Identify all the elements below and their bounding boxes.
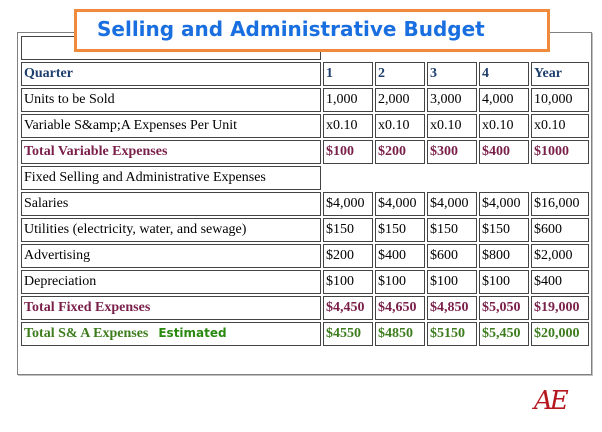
header-row [21,62,589,86]
table-cell: $4850 [375,322,425,346]
table-row-total-fixed [21,296,589,320]
table-cell: $150 [375,218,425,242]
table-cell: $19,000 [531,296,589,320]
row-label: Total Fixed Expenses [21,296,321,320]
table-cell: $300 [427,140,477,164]
table-cell: $1000 [531,140,589,164]
table-cell: $4,650 [375,296,425,320]
row-label: Salaries [21,192,321,216]
table-cell: $5,050 [479,296,529,320]
row-label: Utilities (electricity, water, and sewage) [21,218,321,242]
table-cell: $4,850 [427,296,477,320]
table-cell: $5,450 [479,322,529,346]
table-cell: x0.10 [531,114,589,138]
table-cell: x0.10 [479,114,529,138]
table-cell: $2,000 [531,244,589,268]
section-row-fixed [21,166,589,190]
header-cell: 4 [479,62,529,86]
table-cell: $400 [479,140,529,164]
row-label: Units to be Sold [21,88,321,112]
table-row [21,192,589,216]
table-cell: $20,000 [531,322,589,346]
table-cell: $400 [375,244,425,268]
table-cell: $400 [531,270,589,294]
table-cell: 2,000 [375,88,425,112]
table-cell: 1,000 [323,88,373,112]
table-row [21,88,589,112]
section-label: Fixed Selling and Administrative Expenses [21,166,321,190]
table-cell: $200 [375,140,425,164]
table-cell: 3,000 [427,88,477,112]
table-cell: $5150 [427,322,477,346]
table-cell: $150 [323,218,373,242]
table-cell: $100 [323,270,373,294]
table-row [21,244,589,268]
grand-total-cell [21,322,321,346]
header-cell: 2 [375,62,425,86]
row-label: Advertising [21,244,321,268]
table-cell: x0.10 [323,114,373,138]
table-cell: $150 [427,218,477,242]
table-cell: $4,000 [323,192,373,216]
table-cell: $800 [479,244,529,268]
row-label: Total S& A Expenses [24,326,149,341]
table-cell: $600 [531,218,589,242]
header-cell: Year [531,62,589,86]
row-label: Variable S&amp;A Expenses Per Unit [21,114,321,138]
table-cell: 10,000 [531,88,589,112]
ae-logo: AE [534,386,566,416]
title-box [74,9,550,52]
table-cell: $200 [323,244,373,268]
header-cell: 3 [427,62,477,86]
row-label: Total Variable Expenses [21,140,321,164]
budget-table [19,34,591,348]
table-row-grand-total [21,322,589,346]
table-cell: $4550 [323,322,373,346]
table-cell: x0.10 [427,114,477,138]
table-cell: $4,000 [427,192,477,216]
table-cell: 4,000 [479,88,529,112]
table-row [21,218,589,242]
estimated-note: Estimated [158,326,227,340]
table-cell: $100 [375,270,425,294]
page-title: Selling and Administrative Budget [97,17,485,41]
table-cell: $4,000 [375,192,425,216]
table-row [21,114,589,138]
table-cell: $100 [427,270,477,294]
table-cell: $100 [323,140,373,164]
header-cell: 1 [323,62,373,86]
table-row [21,270,589,294]
table-row-total-variable [21,140,589,164]
table-cell: $100 [479,270,529,294]
table-cell: $4,450 [323,296,373,320]
table-cell: $150 [479,218,529,242]
table-cell: $16,000 [531,192,589,216]
table-cell: x0.10 [375,114,425,138]
table-cell: $600 [427,244,477,268]
header-cell: Quarter [21,62,321,86]
row-label: Depreciation [21,270,321,294]
table-cell: $4,000 [479,192,529,216]
